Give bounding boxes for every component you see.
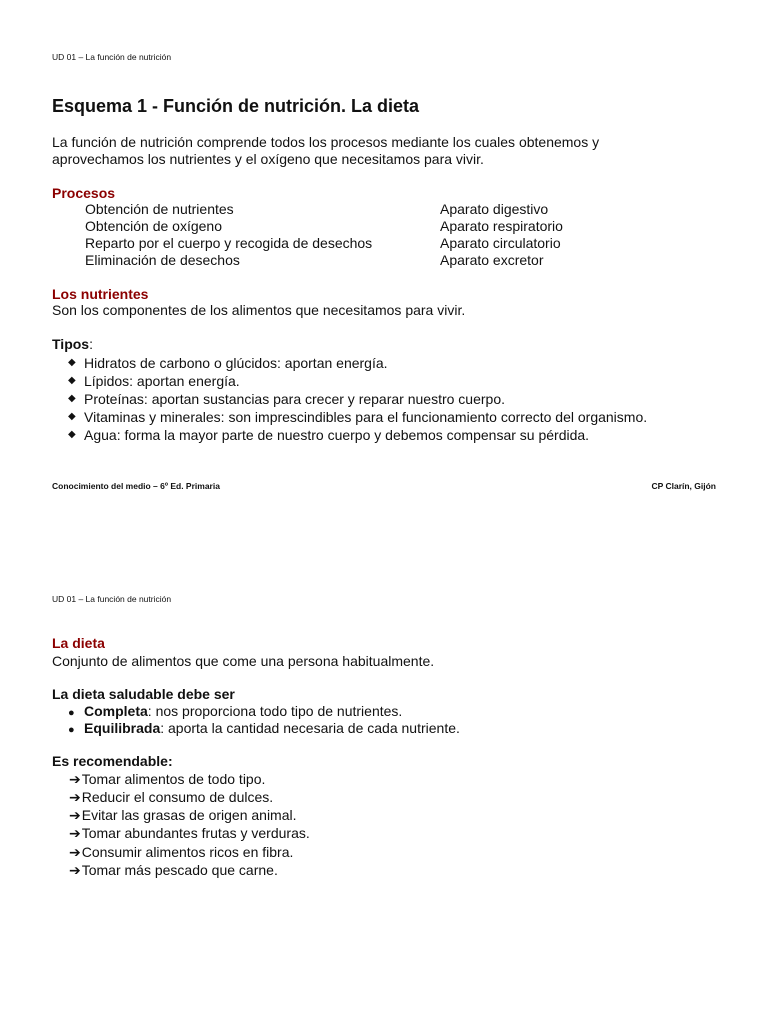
nutrientes-heading: Los nutrientes [52,286,149,302]
tipo-text: Hidratos de carbono o glúcidos: aportan energía. [84,355,388,371]
list-item [69,861,278,879]
saludable-heading: La dieta saludable debe ser [52,686,235,702]
recomendable-text: Reducir el consumo de dulces. [81,789,274,805]
tipo-text: Lípidos: aportan energía. [84,373,240,389]
saludable-term: Equilibrada [84,720,161,736]
proceso-name: Obtención de nutrientes [85,201,234,217]
diamond-bullet-icon: ◆ [68,411,76,422]
list-item [69,824,310,842]
diamond-bullet-icon: ◆ [68,375,76,386]
arrow-right-icon: ➔ [69,807,81,823]
aparato-name: Aparato excretor [440,252,544,268]
proceso-name: Eliminación de desechos [85,252,240,268]
tipo-text: Vitaminas y minerales: son imprescindibles para el funcionamiento correcto del organismo. [84,409,648,425]
tipos-label: Tipos [52,336,90,352]
tipo-text: Agua: forma la mayor parte de nuestro cuerpo y debemos compensar su pérdida. [84,427,590,443]
diamond-bullet-icon: ◆ [68,393,76,404]
saludable-text: : nos proporciona todo tipo de nutrientes. [147,703,403,719]
list-item [68,426,589,444]
list-item [68,372,240,390]
list-item [68,390,505,408]
list-item [68,408,647,426]
aparato-name: Aparato circulatorio [440,235,561,251]
dot-bullet-icon: ● [68,724,75,736]
dot-bullet-icon: ● [68,707,75,719]
page-title: Esquema 1 - Función de nutrición. La dieta [52,96,420,116]
aparato-name: Aparato digestivo [440,201,549,217]
tipos-heading [52,336,93,353]
footer-right: CP Clarín, Gijón [651,481,716,491]
proceso-name: Obtención de oxígeno [85,218,222,234]
footer-left: Conocimiento del medio – 6º Ed. Primaria [52,481,220,491]
arrow-right-icon: ➔ [69,844,81,860]
proceso-row [85,218,725,235]
page1-header: UD 01 – La función de nutrición [52,52,172,62]
list-item [69,770,265,788]
page2-header: UD 01 – La función de nutrición [52,594,172,604]
saludable-text: : aporta la cantidad necesaria de cada nutriente. [160,720,460,736]
intro-line-1: La función de nutrición comprende todos los procesos mediante los cuales obtenemos y [52,134,600,150]
procesos-heading: Procesos [52,185,116,201]
proceso-row [85,252,725,269]
arrow-right-icon: ➔ [69,789,81,805]
recomendable-text: Tomar abundantes frutas y verduras. [81,825,310,841]
recomendable-text: Consumir alimentos ricos en fibra. [81,844,294,860]
dieta-text: Conjunto de alimentos que come una persona habitualmente. [52,653,435,669]
proceso-name: Reparto por el cuerpo y recogida de desechos [85,235,373,251]
tipos-colon: : [89,336,93,352]
recomendable-text: Tomar alimentos de todo tipo. [81,771,266,787]
aparato-name: Aparato respiratorio [440,218,563,234]
proceso-row [85,235,725,252]
list-item [68,703,402,720]
proceso-row [85,201,725,218]
diamond-bullet-icon: ◆ [68,357,76,368]
saludable-term: Completa [84,703,148,719]
dieta-heading: La dieta [52,635,105,651]
arrow-right-icon: ➔ [69,862,81,878]
list-item [69,788,273,806]
intro-line-2: aprovechamos los nutrientes y el oxígeno que necesitamos para vivir. [52,151,484,167]
arrow-right-icon: ➔ [69,825,81,841]
list-item [68,354,388,372]
list-item [69,843,293,861]
recomendable-heading: Es recomendable: [52,753,173,769]
diamond-bullet-icon: ◆ [68,429,76,440]
recomendable-text: Evitar las grasas de origen animal. [81,807,297,823]
tipo-text: Proteínas: aportan sustancias para crecer y reparar nuestro cuerpo. [84,391,505,407]
nutrientes-text: Son los componentes de los alimentos que necesitamos para vivir. [52,302,466,318]
list-item [69,806,297,824]
arrow-right-icon: ➔ [69,771,81,787]
list-item [68,720,460,737]
recomendable-text: Tomar más pescado que carne. [81,862,278,878]
